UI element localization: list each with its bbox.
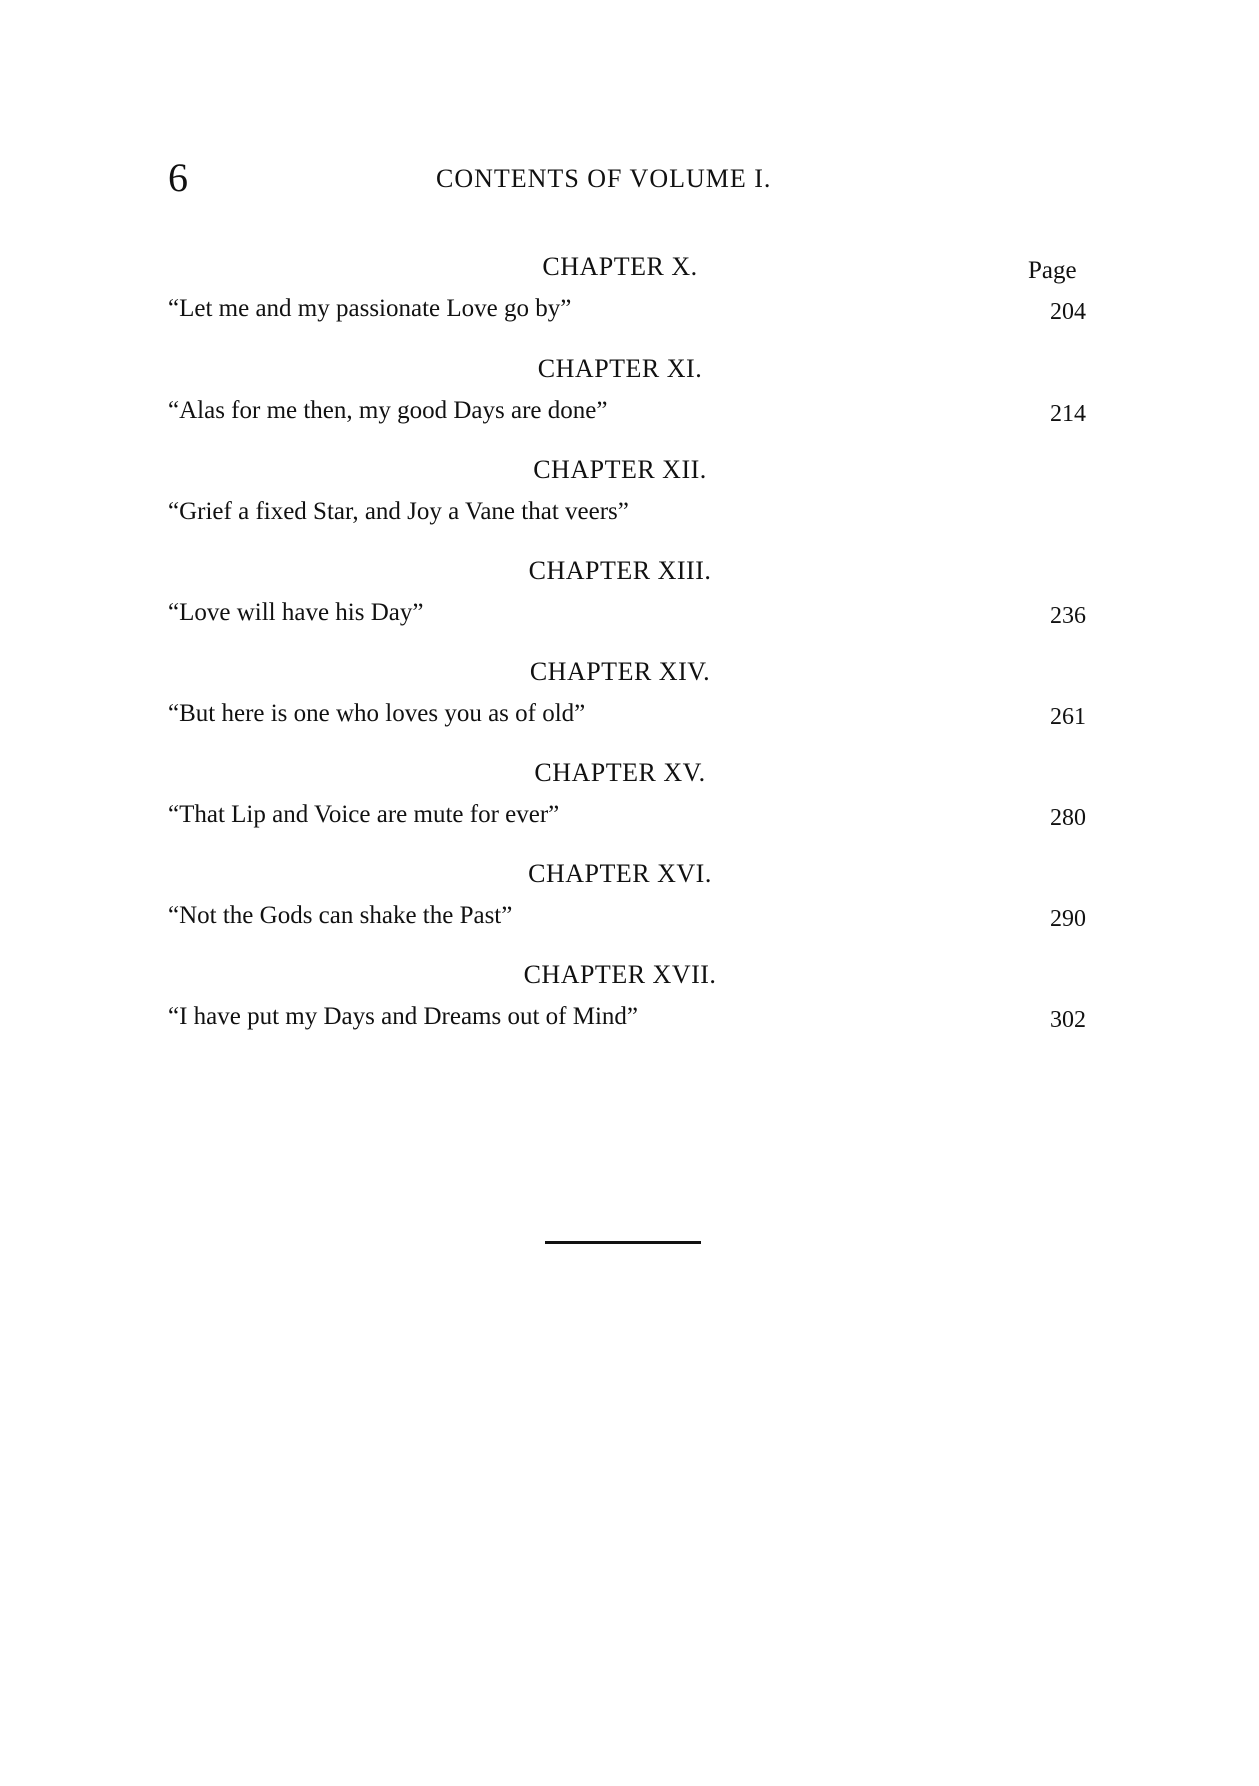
chapter-page-number: 280 xyxy=(1050,805,1086,831)
chapter-entry xyxy=(0,254,1259,334)
chapter-heading: CHAPTER XI. xyxy=(537,354,703,383)
chapter-heading: CHAPTER X. xyxy=(542,252,698,281)
chapter-page-number: 236 xyxy=(1050,603,1086,629)
end-rule xyxy=(545,1241,701,1244)
chapter-entry xyxy=(0,457,1259,537)
page-column-label: Page xyxy=(1028,257,1077,284)
chapter-title: “Let me and my passionate Love go by” xyxy=(168,295,572,322)
page-number: 6 xyxy=(168,155,188,200)
chapter-title: “I have put my Days and Dreams out of Mind” xyxy=(168,1003,639,1030)
chapter-page-number: 204 xyxy=(1050,299,1086,325)
chapter-heading: CHAPTER XV. xyxy=(534,758,706,787)
chapter-title: “Love will have his Day” xyxy=(168,599,424,626)
chapter-page-number: 302 xyxy=(1050,1007,1086,1033)
chapter-heading: CHAPTER XVI. xyxy=(528,859,712,888)
chapter-title: “Grief a fixed Star, and Joy a Vane that veers” xyxy=(168,498,629,525)
chapter-page-number: 290 xyxy=(1050,906,1086,932)
chapter-page-number: 214 xyxy=(1050,401,1086,427)
chapter-entry xyxy=(0,558,1259,638)
chapter-heading: CHAPTER XII. xyxy=(533,455,707,484)
chapter-heading: CHAPTER XIII. xyxy=(528,556,712,585)
chapter-page-number: 261 xyxy=(1050,704,1086,730)
chapter-entry xyxy=(0,659,1259,739)
chapter-heading: CHAPTER XVII. xyxy=(523,960,717,989)
chapter-title: “Not the Gods can shake the Past” xyxy=(168,902,513,929)
chapter-title: “But here is one who loves you as of old” xyxy=(168,700,586,727)
chapter-entry xyxy=(0,760,1259,840)
chapter-title: “That Lip and Voice are mute for ever” xyxy=(168,801,560,828)
chapter-entry xyxy=(0,861,1259,941)
chapter-entry xyxy=(0,962,1259,1042)
running-head: CONTENTS OF VOLUME I. xyxy=(436,164,772,193)
chapter-heading: CHAPTER XIV. xyxy=(529,657,711,686)
chapter-title: “Alas for me then, my good Days are done” xyxy=(168,397,608,424)
chapter-entry xyxy=(0,356,1259,436)
